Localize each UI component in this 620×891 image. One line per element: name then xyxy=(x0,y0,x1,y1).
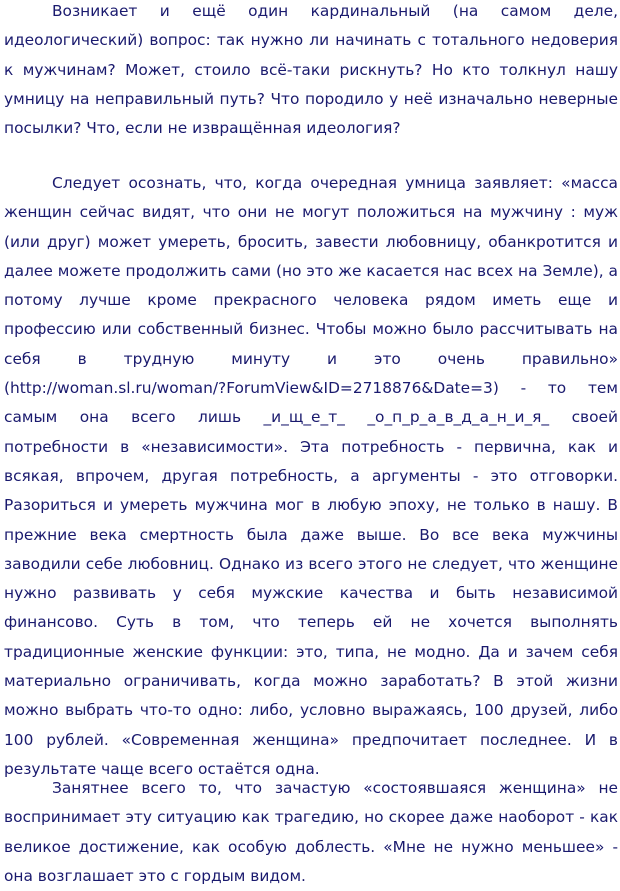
paragraph-3: Занятнее всего то, что зачастую «состоявшаяся женщина» не воспринимает эту ситуацию как трагедию, но скорее даже наоборот - как великое достижение, как особую доблесть. «Мне не нужно меньшее» - она возглашает это с гордым видом. xyxy=(4,779,618,885)
paragraph-1: Возникает и ещё один кардинальный (на самом деле, идеологический) вопрос: так нужно ли начинать с тотального недоверия к мужчинам? Может, стоило всё-таки рискнуть? Но кто толкнул нашу умницу на неправильный путь? Что породило у неё изначально неверные посылки? Что, если не извращённая идеология? xyxy=(4,2,618,138)
paragraph-2: Следует осознать, что, когда очередная умница заявляет: «масса женщин сейчас видят, что они не могут положиться на мужчину : муж (или друг) может умереть, бросить, завести любовницу, обанкротится и далее можете продолжить сами (но это же касается нас всех на Земле), а потому лучше кроме прекрасного человека рядом иметь еще и профессию или собственный бизнес. Чтобы можно было рассчитывать на себя в трудную минуту и это очень правильно» (http://woman.sl.ru/woman/?ForumView&ID=2718876&Date=3) - то тем самым она всего лишь _и_щ_е_т_ _о_п_р_а_в_д_а_н_и_я_ своей потребности в «независимости». Эта потребность - первична, как и всякая, впрочем, другая потребность, а аргументы - это отговорки. Разориться и умереть мужчина мог в любую эпоху, не только в нашу. В прежние века смертность была даже выше. Во все века мужчины заводили себе любовниц. Однако из всего этого не следует, что женщине нужно развивать у себя мужские качества и быть независимой финансово. Суть в том, что теперь ей не хочется выполнять традиционные женские функции: это, типа, не модно. Да и зачем себя материально ограничивать, когда можно заработать? В этой жизни можно выбрать что-то одно: либо, условно выражаясь, 100 друзей, либо 100 рублей. «Современная женщина» предпочитает последнее. И в результате чаще всего остаётся одна. xyxy=(4,174,618,778)
